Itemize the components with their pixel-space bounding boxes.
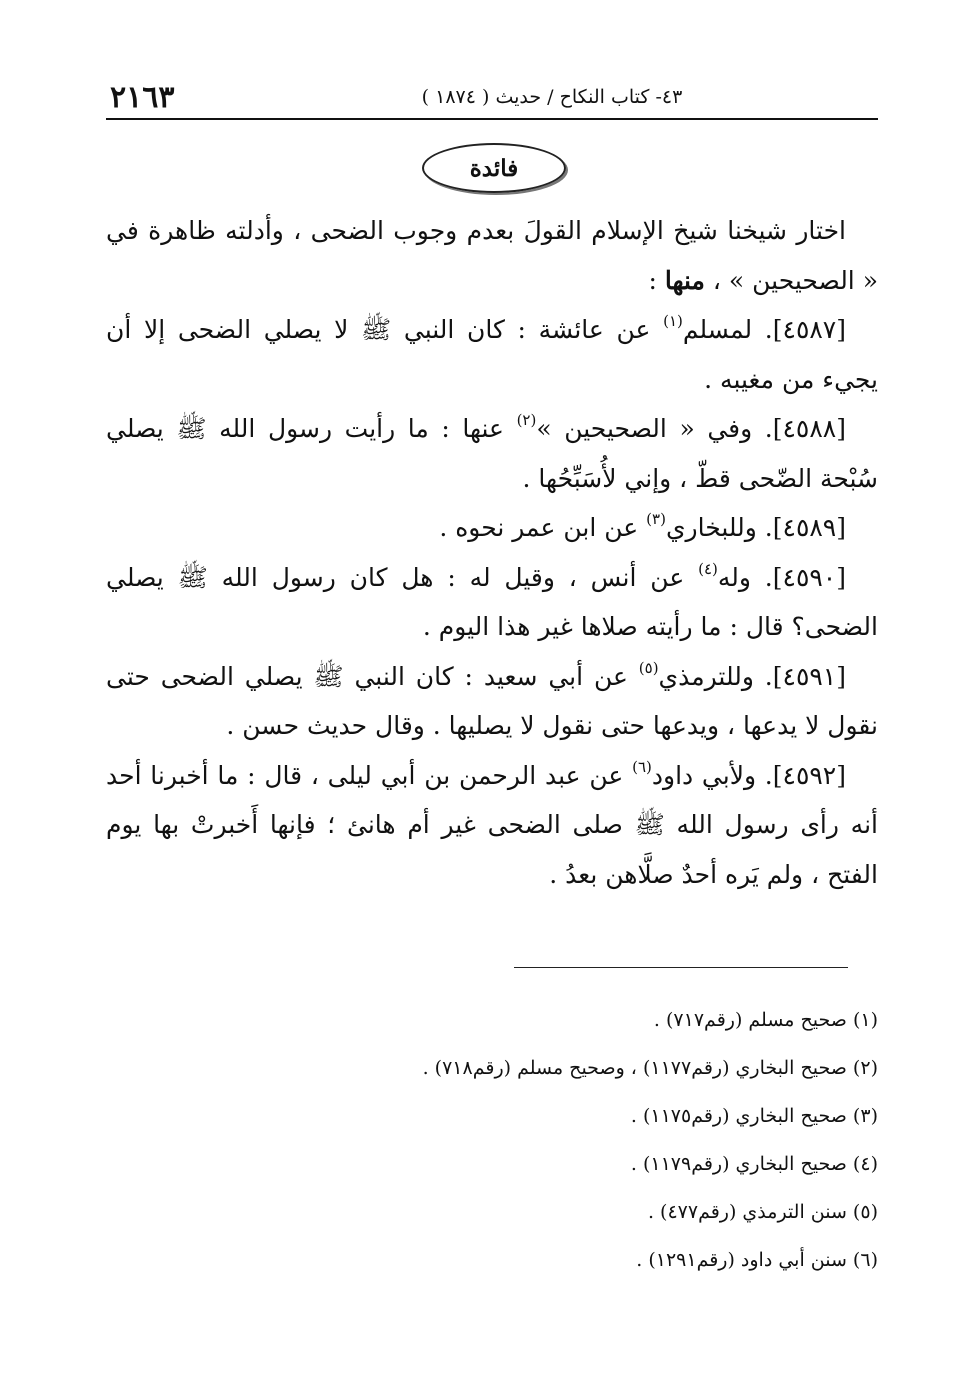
hadith-paragraph — [106, 553, 878, 652]
hadith-paragraph — [106, 503, 878, 553]
footnote-divider — [514, 967, 848, 968]
hadith-source: . وللترمذي — [658, 661, 773, 691]
hadith-ref: [٤٥٩١] — [772, 661, 846, 691]
hadith-paragraph — [106, 404, 878, 503]
hadith-ref: [٤٥٩٢] — [772, 760, 846, 790]
page-header — [106, 74, 878, 120]
intro-colon: : — [648, 265, 665, 295]
hadith-text: عن عائشة : كان النبي ﷺ لا يصلي الضحى إلا أن يجيء من مغيبه . — [106, 315, 878, 394]
hadith-text: عنها : ما رأيت رسول الله ﷺ يصلي سُبْحة الضّحى قطّ ، وإني لأُسَبِّحُها . — [106, 414, 878, 493]
footnote: (١) صحيح مسلم (رقم٧١٧) . — [653, 1009, 878, 1031]
intro-bold: منها — [664, 265, 705, 295]
footnote: (٣) صحيح البخاري (رقم١١٧٥) . — [630, 1105, 878, 1127]
section-title: فائدة — [469, 154, 519, 182]
body-text — [106, 206, 878, 899]
footnote: (٦) سنن أبي داود (رقم١٢٩١) . — [636, 1249, 878, 1271]
hadith-text: عن أبي سعيد : كان النبي ﷺ يصلي الضحى حتى نقول لا يدعها ، ويدعها حتى نقول لا يصليها . وقال حديث حسن . — [106, 661, 878, 740]
hadith-text: عن عبد الرحمن بن أبي ليلى ، قال : ما أخبرنا أحد أنه رأى رسول الله ﷺ صلى الضحى غير أم هانئ ؛ فإنها أَخبرتْ بها يوم الفتح ، ولم يَره أحدٌ صلَّاهن بعدُ . — [106, 760, 878, 889]
hadith-source: . ولأبي داود — [651, 760, 773, 790]
footnote-marker: (٦) — [632, 757, 652, 776]
section-title-badge — [422, 143, 566, 193]
hadith-source: . وفي « الصحيحين » — [536, 414, 773, 443]
page-number: ٢١٦٣ — [110, 80, 175, 115]
footnote-marker: (٥) — [638, 658, 659, 677]
hadith-text: عن ابن عمر نحوه . — [439, 513, 647, 542]
intro-paragraph — [106, 206, 878, 305]
footnote-marker: (١) — [663, 312, 683, 330]
footnote: (٤) صحيح البخاري (رقم١١٧٩) . — [630, 1153, 878, 1175]
footnote: (٥) سنن الترمذي (رقم٤٧٧) . — [647, 1201, 878, 1223]
hadith-source: . وله — [717, 562, 773, 592]
hadith-paragraph — [106, 305, 878, 404]
hadith-text: عن أنس ، وقيل له : هل كان رسول الله ﷺ يصلي الضحى؟ قال : ما رأيته صلاها غير هذا اليوم . — [106, 562, 878, 641]
footnotes — [106, 996, 878, 1284]
footnote-marker: (٣) — [646, 510, 666, 528]
hadith-ref: [٤٥٨٧] — [772, 315, 846, 344]
footnote: (٢) صحيح البخاري (رقم١١٧٧) ، وصحيح مسلم (رقم٧١٨) . — [422, 1057, 878, 1079]
hadith-ref: [٤٥٨٩] — [772, 513, 846, 542]
intro-text: اختار شيخنا شيخ الإسلام القولَ بعدم وجوب الضحى ، وأدلته ظاهرة في « الصحيحين » ، — [106, 216, 878, 295]
hadith-source: . وللبخاري — [665, 513, 773, 542]
hadith-paragraph — [106, 751, 878, 900]
footnote-marker: (٢) — [516, 411, 537, 429]
footnote-marker: (٤) — [698, 559, 718, 578]
hadith-ref: [٤٥٨٨] — [772, 414, 846, 443]
hadith-paragraph — [106, 652, 878, 751]
running-head: ٤٣- كتاب النكاح / حديث ( ١٨٧٤ ) — [421, 86, 683, 108]
hadith-ref: [٤٥٩٠] — [772, 562, 846, 592]
hadith-source: . لمسلم — [682, 315, 773, 344]
